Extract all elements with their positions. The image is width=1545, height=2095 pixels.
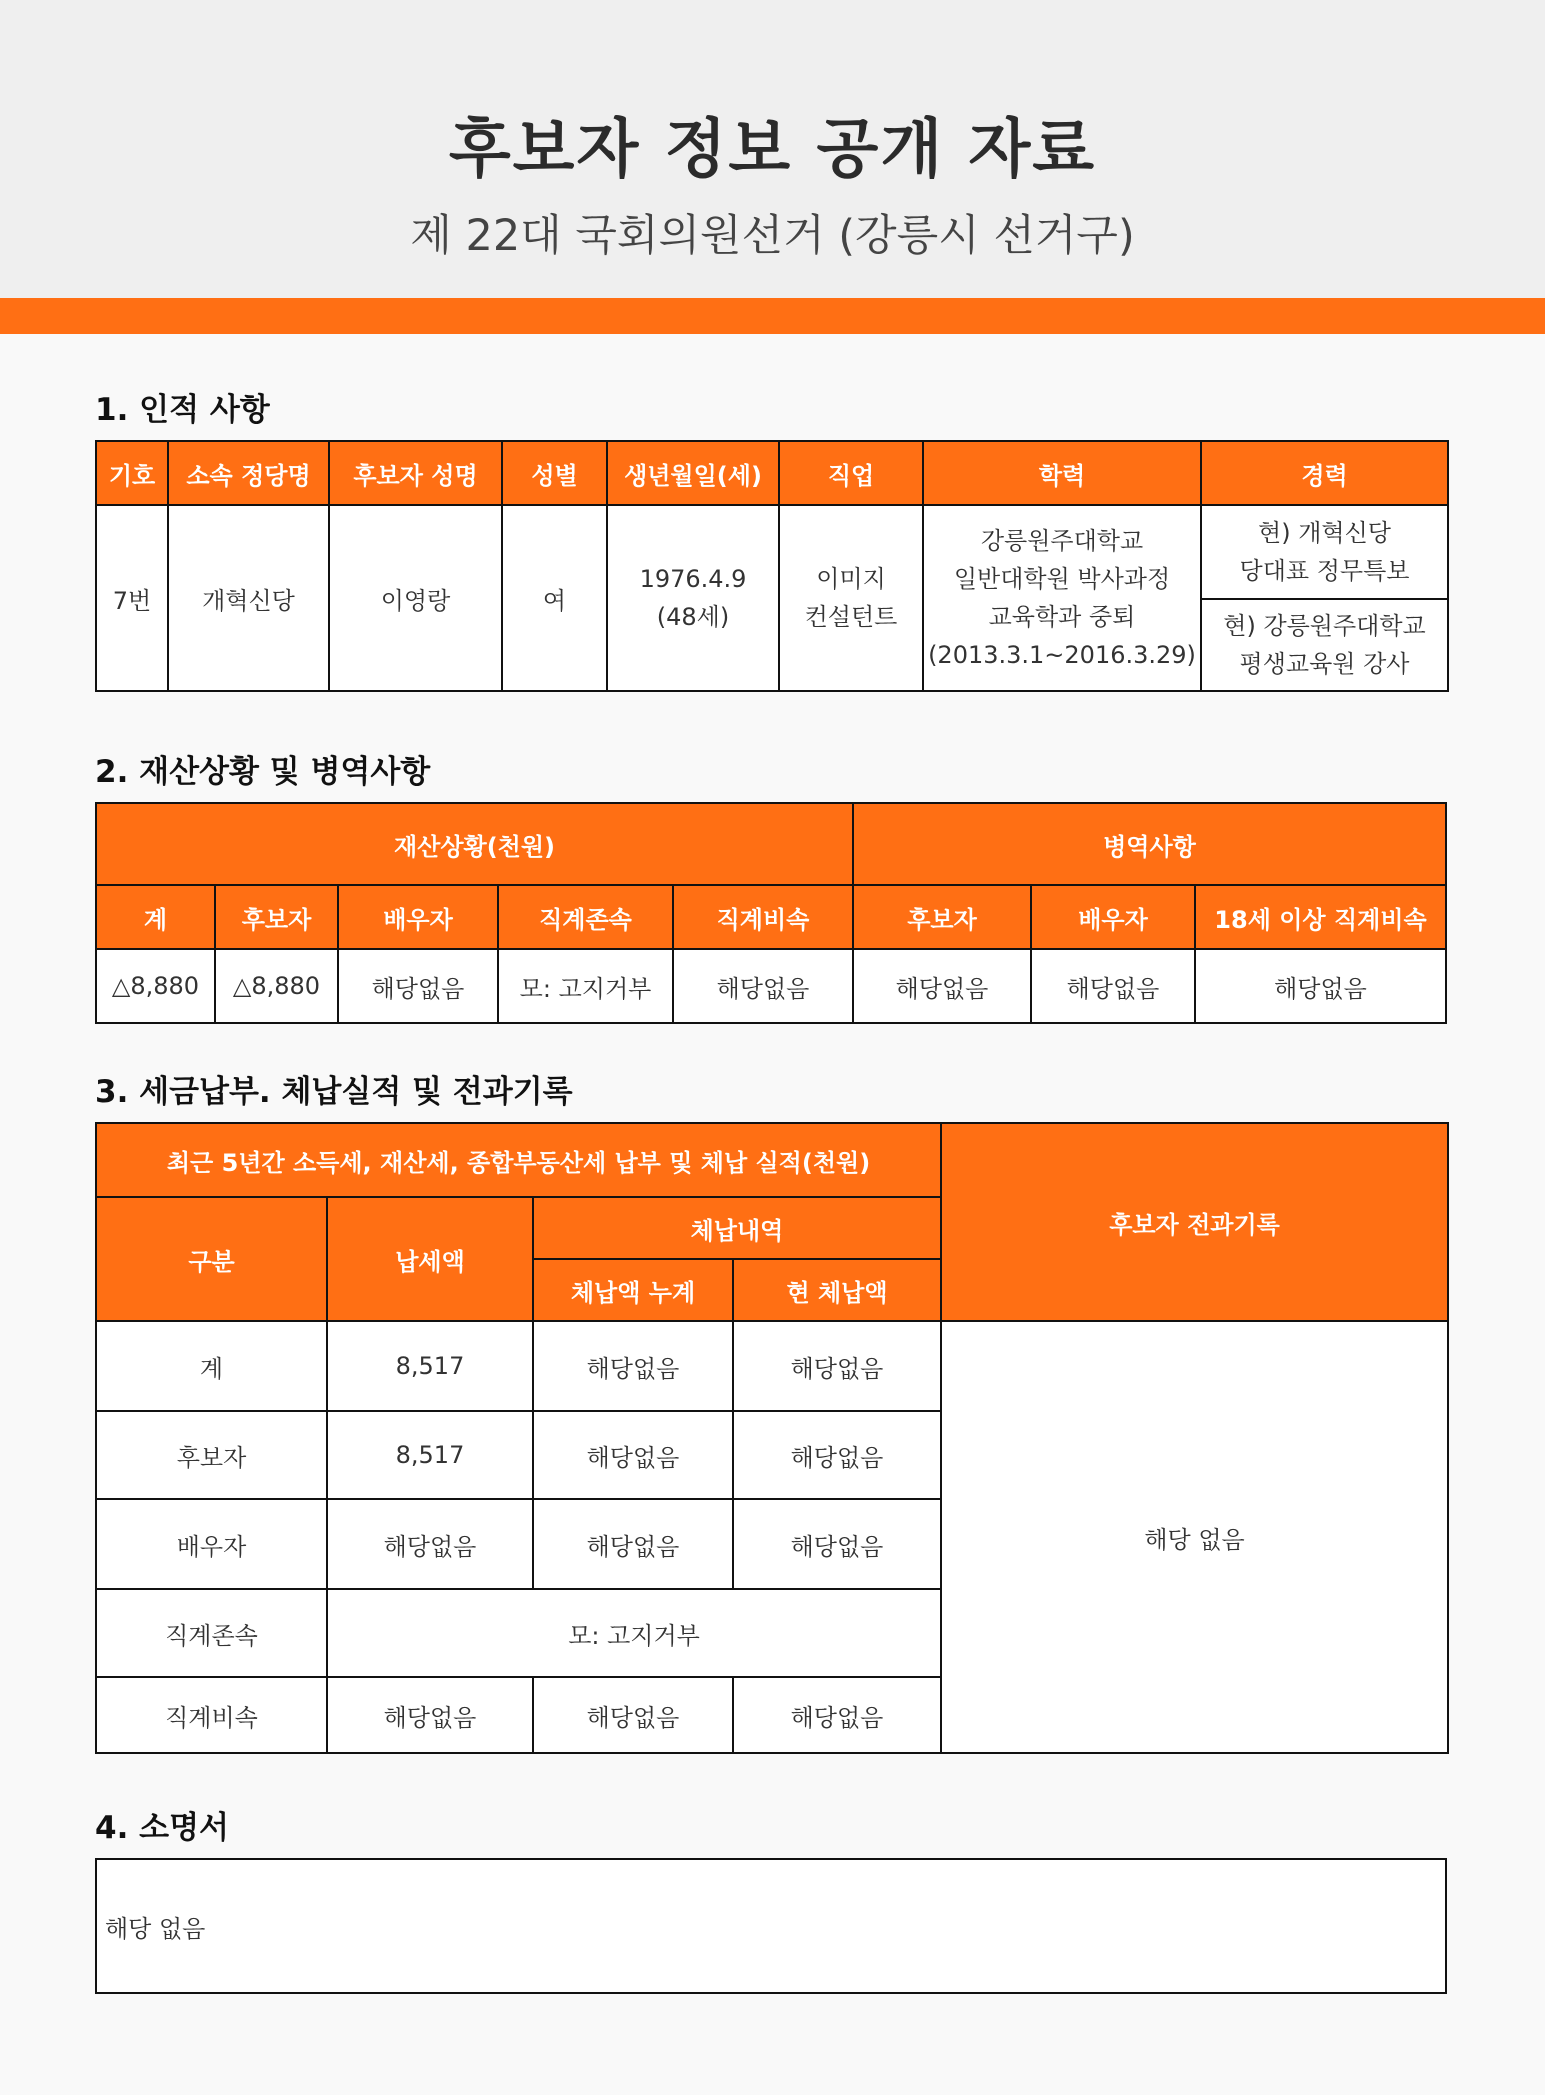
page-subtitle: 제 22대 국회의원선거 (강릉시 선거구): [410, 211, 1135, 261]
col-header: 후보자: [215, 885, 338, 949]
col-header: 구분: [96, 1197, 327, 1321]
accent-bar: [0, 298, 1545, 334]
col-header: 경력: [1201, 441, 1448, 505]
education: 강릉원주대학교 일반대학원 박사과정 교육학과 중퇴 (2013.3.1~2016.3.29): [923, 505, 1201, 691]
criminal-record: 해당 없음: [941, 1321, 1448, 1753]
property-descendant: 해당없음: [673, 949, 853, 1023]
arrears-current: 해당없음: [733, 1321, 941, 1411]
property-candidate: △8,880: [215, 949, 338, 1023]
col-header: 배우자: [1031, 885, 1195, 949]
row-label: 계: [96, 1321, 327, 1411]
property-group-header: 재산상황(천원): [96, 803, 853, 885]
property-spouse: 해당없음: [338, 949, 498, 1023]
birth-date: 1976.4.9 (48세): [607, 505, 779, 691]
statement-text: 해당 없음: [105, 1914, 206, 1943]
arrears-total: 해당없음: [533, 1499, 733, 1589]
col-header: 18세 이상 직계비속: [1195, 885, 1446, 949]
col-header: 소속 정당명: [168, 441, 329, 505]
personal-table: [95, 440, 1449, 692]
criminal-header: 후보자 전과기록: [941, 1123, 1448, 1321]
property-ascendant: 모: 고지거부: [498, 949, 673, 1023]
tax-paid: 해당없음: [327, 1499, 533, 1589]
property-table: [95, 802, 1447, 1024]
arrears-current: 해당없음: [733, 1499, 941, 1589]
military-spouse: 해당없음: [1031, 949, 1195, 1023]
tax-paid: 해당없음: [327, 1677, 533, 1753]
section-title-tax: 3. 세금납부. 체납실적 및 전과기록: [95, 1074, 573, 1110]
col-header: 체납액 누계: [533, 1259, 733, 1321]
section-tax-criminal: [95, 1072, 1449, 1754]
career-item: 현) 강릉원주대학교 평생교육원 강사: [1201, 599, 1448, 691]
section-title-personal: 1. 인적 사항: [95, 392, 270, 428]
col-header: 기호: [96, 441, 168, 505]
arrears-total: 해당없음: [533, 1677, 733, 1753]
arrears-current: 해당없음: [733, 1411, 941, 1499]
section-statement: [95, 1808, 1447, 1994]
tax-table: [95, 1122, 1449, 1754]
statement-box: [95, 1858, 1447, 1994]
col-header: 체납내역: [533, 1197, 941, 1259]
col-header: 후보자: [853, 885, 1031, 949]
col-header: 후보자 성명: [329, 441, 502, 505]
career-item: 현) 개혁신당 당대표 정무특보: [1201, 505, 1448, 599]
col-header: 납세액: [327, 1197, 533, 1321]
row-label: 배우자: [96, 1499, 327, 1589]
party-name: 개혁신당: [168, 505, 329, 691]
arrears-total: 해당없음: [533, 1321, 733, 1411]
col-header: 학력: [923, 441, 1201, 505]
arrears-total: 해당없음: [533, 1411, 733, 1499]
page-header: [0, 0, 1545, 298]
col-header: 성별: [502, 441, 607, 505]
gender: 여: [502, 505, 607, 691]
row-label: 직계존속: [96, 1589, 327, 1677]
candidate-name: 이영랑: [329, 505, 502, 691]
section-property-military: [95, 752, 1447, 1024]
occupation: 이미지 컨설턴트: [779, 505, 923, 691]
military-group-header: 병역사항: [853, 803, 1446, 885]
col-header: 배우자: [338, 885, 498, 949]
page-title: 후보자 정보 공개 자료: [448, 113, 1097, 187]
col-header: 직업: [779, 441, 923, 505]
table-row: [96, 1321, 1448, 1411]
tax-paid: 8,517: [327, 1411, 533, 1499]
arrears-current: 해당없음: [733, 1677, 941, 1753]
military-candidate: 해당없음: [853, 949, 1031, 1023]
tax-merged-value: 모: 고지거부: [327, 1589, 941, 1677]
row-label: 후보자: [96, 1411, 327, 1499]
tax-paid: 8,517: [327, 1321, 533, 1411]
col-header: 생년월일(세): [607, 441, 779, 505]
col-header: 현 체납액: [733, 1259, 941, 1321]
col-header: 계: [96, 885, 215, 949]
col-header: 직계존속: [498, 885, 673, 949]
tax-group-header: 최근 5년간 소득세, 재산세, 종합부동산세 납부 및 체납 실적(천원): [96, 1123, 941, 1197]
military-descendant: 해당없음: [1195, 949, 1446, 1023]
row-label: 직계비속: [96, 1677, 327, 1753]
property-total: △8,880: [96, 949, 215, 1023]
col-header: 직계비속: [673, 885, 853, 949]
section-personal: [95, 390, 1449, 692]
section-title-property: 2. 재산상황 및 병역사항: [95, 754, 431, 790]
candidate-number: 7번: [96, 505, 168, 691]
section-title-statement: 4. 소명서: [95, 1810, 229, 1846]
